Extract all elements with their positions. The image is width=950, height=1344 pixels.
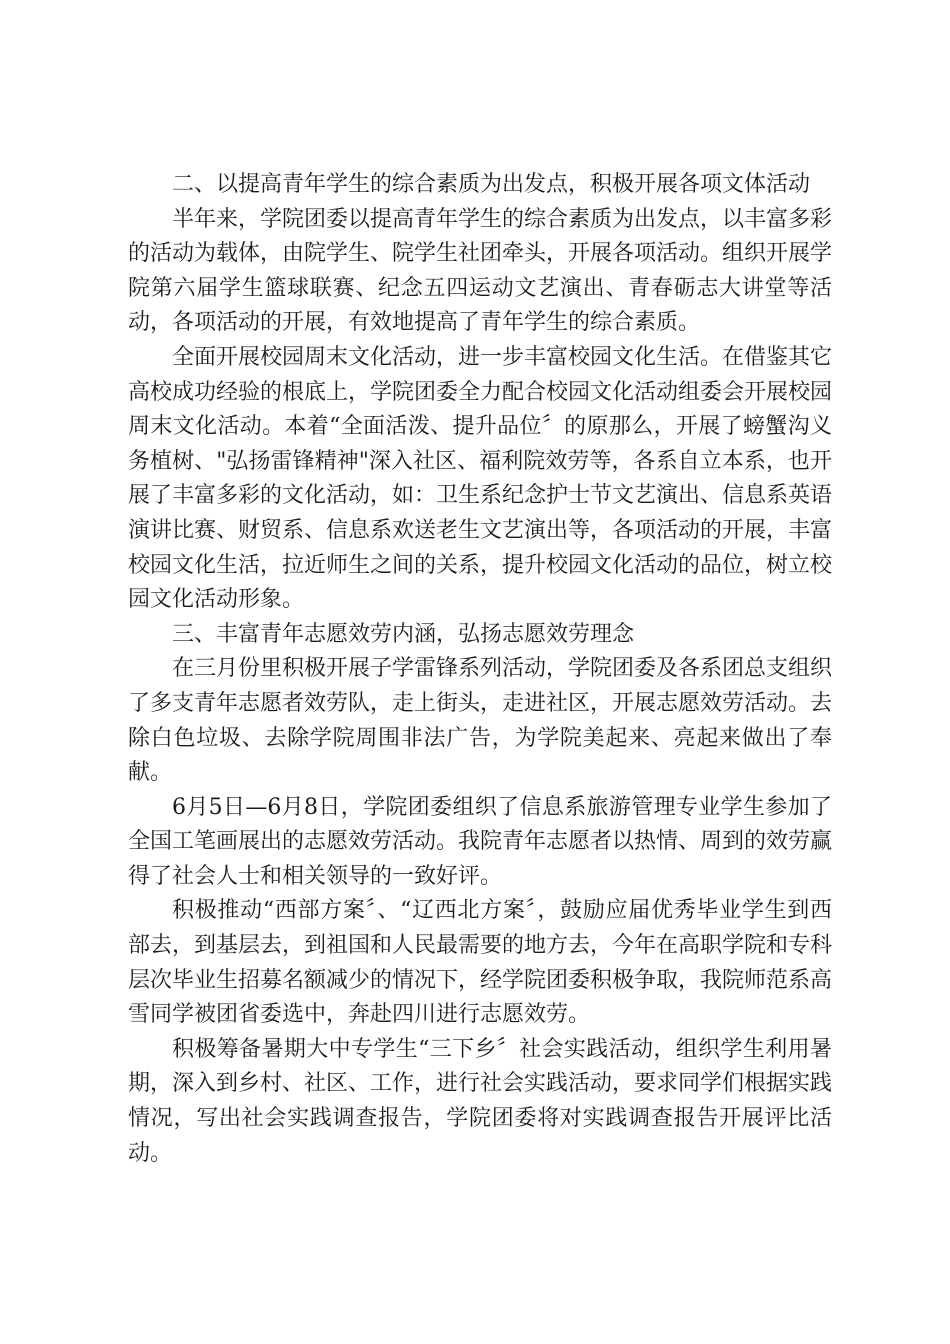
body-paragraph: 积极推动“西部方案〞、“辽西北方案〞，鼓励应届优秀毕业学生到西部去，到基层去，到祖国和人民最需要的地方去，今年在高职学院和专科层次毕业生招募名额减少的情况下，经学院团委积极争取，我院师范系高雪同学被团省委选中，奔赴四川进行志愿效劳。 [128,898,833,1028]
body-paragraph: 全面开展校园周末文化活动，进一步丰富校园文化生活。在借鉴其它高校成功经验的根底上，学院团委全力配合校园文化活动组委会开展校园周末文化活动。本着“全面活泼、提升品位〞的原那么，开展了螃蟹沟义务植树、"弘扬雷锋精神"深入社区、福利院效劳等，各系自立本系，也开展了丰富多彩的文化活动，如：卫生系纪念护士节文艺演出、信息系英语演讲比赛、财贸系、信息系欢送老生文艺演出等，各项活动的开展，丰富校园文化生活，拉近师生之间的关系，提升校园文化活动的品位，树立校园文化活动形象。 [128,344,833,613]
body-paragraph: 6月5日—6月8日，学院团委组织了信息系旅游管理专业学生参加了全国工笔画展出的志愿效劳活动。我院青年志愿者以热情、周到的效劳赢得了社会人士和相关领导的一致好评。 [128,794,833,889]
document-body [128,168,832,1171]
body-paragraph: 半年来，学院团委以提高青年学生的综合素质为出发点，以丰富多彩的活动为载体，由院学生、院学生社团牵头，开展各项活动。组织开展学院第六届学生篮球联赛、纪念五四运动文艺演出、青春砺志大讲堂等活动，各项活动的开展，有效地提高了青年学生的综合素质。 [128,206,833,336]
body-paragraph: 积极筹备暑期大中专学生“三下乡〞社会实践活动，组织学生利用暑期，深入到乡村、社区、工作，进行社会实践活动，要求同学们根据实践情况，写出社会实践调查报告，学院团委将对实践调查报告开展评比活动。 [128,1036,833,1166]
body-paragraph: 在三月份里积极开展子学雷锋系列活动，学院团委及各系团总支组织了多支青年志愿者效劳队，走上街头，走进社区，开展志愿效劳活动。去除白色垃圾、去除学院周围非法广告，为学院美起来、亮起来做出了奉献。 [128,656,833,786]
section-heading-3: 三、丰富青年志愿效劳内涵，弘扬志愿效劳理念 [172,621,635,647]
section-heading-2: 二、以提高青年学生的综合素质为出发点，积极开展各项文体活动 [172,172,811,197]
